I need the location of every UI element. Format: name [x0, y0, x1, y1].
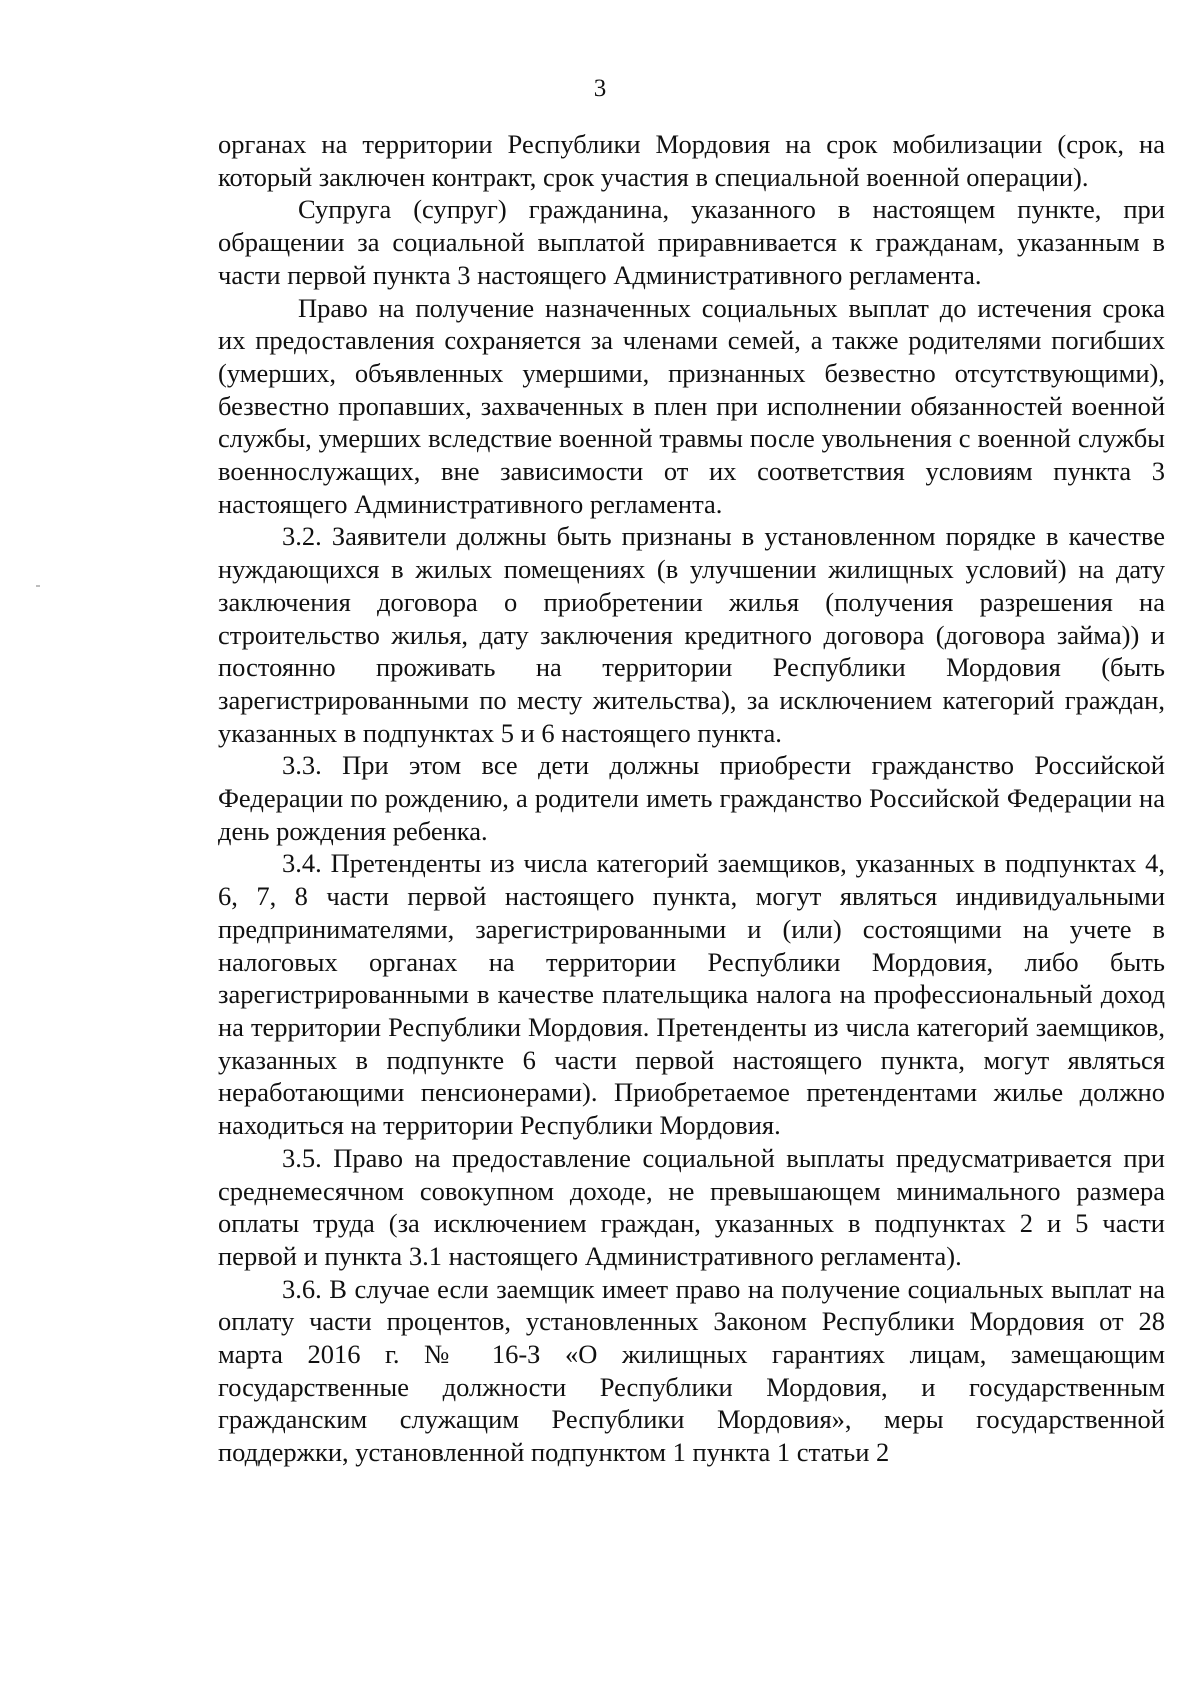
- paragraph-continuation: органах на территории Республики Мордовия на срок мобилизации (срок, на который заключен контракт, срок участия в специальной военной операции).: [218, 129, 1165, 192]
- paragraph-spouse: Супруга (супруг) гражданина, указанного в настоящем пункте, при обращении за социальной выплатой приравнивается к гражданам, указанным в части первой пункта 3 настоящего Административного регламента.: [218, 194, 1165, 290]
- paragraph-3-6: 3.6. В случае если заемщик имеет право на получение социальных выплат на оплату части процентов, установленных Законом Республики Мордовия от 28 марта 2016 г. № 16-З «О жилищных гарантиях лицам, замещающим государственные должности Республики Мордовия, и государственным гражданским служащим Республики Мордовия», меры государственной поддержки, установленной подпунктом 1 пункта 1 статьи 2: [218, 1273, 1165, 1468]
- paragraph-3-5: 3.5. Право на предоставление социальной выплаты предусматривается при среднемесячном совокупном доходе, не превышающем минимального размера оплаты труда (за исключением граждан, указанных в подпунктах 2 и 5 части первой и пункта 3.1 настоящего Административного регламента).: [218, 1142, 1165, 1271]
- paragraph-3-4: 3.4. Претенденты из числа категорий заемщиков, указанных в подпунктах 4, 6, 7, 8 части первой настоящего пункта, могут являться индивидуальными предпринимателями, зарегистрированными и (или) состоящими на учете в налоговых органах на территории Республики Мордовия, либо быть зарегистрированными в качестве плательщика налога на профессиональный доход на территории Республики Мордовия. Претенденты из числа категорий заемщиков, указанных в подпункте 6 части первой настоящего пункта, могут являться неработающими пенсионерами). Приобретаемое претендентами жилье должно находиться на территории Республики Мордовия.: [218, 848, 1165, 1141]
- paragraph-right-retained: Право на получение назначенных социальных выплат до истечения срока их предоставления сохраняется за членами семей, а также родителями погибших (умерших, объявленных умершими, признанных безвестно отсутствующими), безвестно пропавших, захваченных в плен при исполнении обязанностей военной службы, умерших вследствие военной травмы после увольнения с военной службы военнослужащих, вне зависимости от их соответствия условиям пункта 3 настоящего Административного регламента.: [218, 292, 1165, 519]
- paragraph-3-3: 3.3. При этом все дети должны приобрести гражданство Российской Федерации по рождению, а родители иметь гражданство Российской Федерации на день рождения ребенка.: [218, 750, 1165, 846]
- page-number: 3: [593, 75, 607, 102]
- scan-speck: [36, 585, 40, 587]
- document-body: [218, 128, 1165, 1469]
- paragraph-3-2: 3.2. Заявители должны быть признаны в установленном порядке в качестве нуждающихся в жилых помещениях (в улучшении жилищных условий) на дату заключения договора о приобретении жилья (получения разрешения на строительство жилья, дату заключения кредитного договора (договора займа)) и постоянно проживать на территории Республики Мордовия (быть зарегистрированными по месту жительства), за исключением категорий граждан, указанных в подпунктах 5 и 6 настоящего пункта.: [218, 521, 1165, 748]
